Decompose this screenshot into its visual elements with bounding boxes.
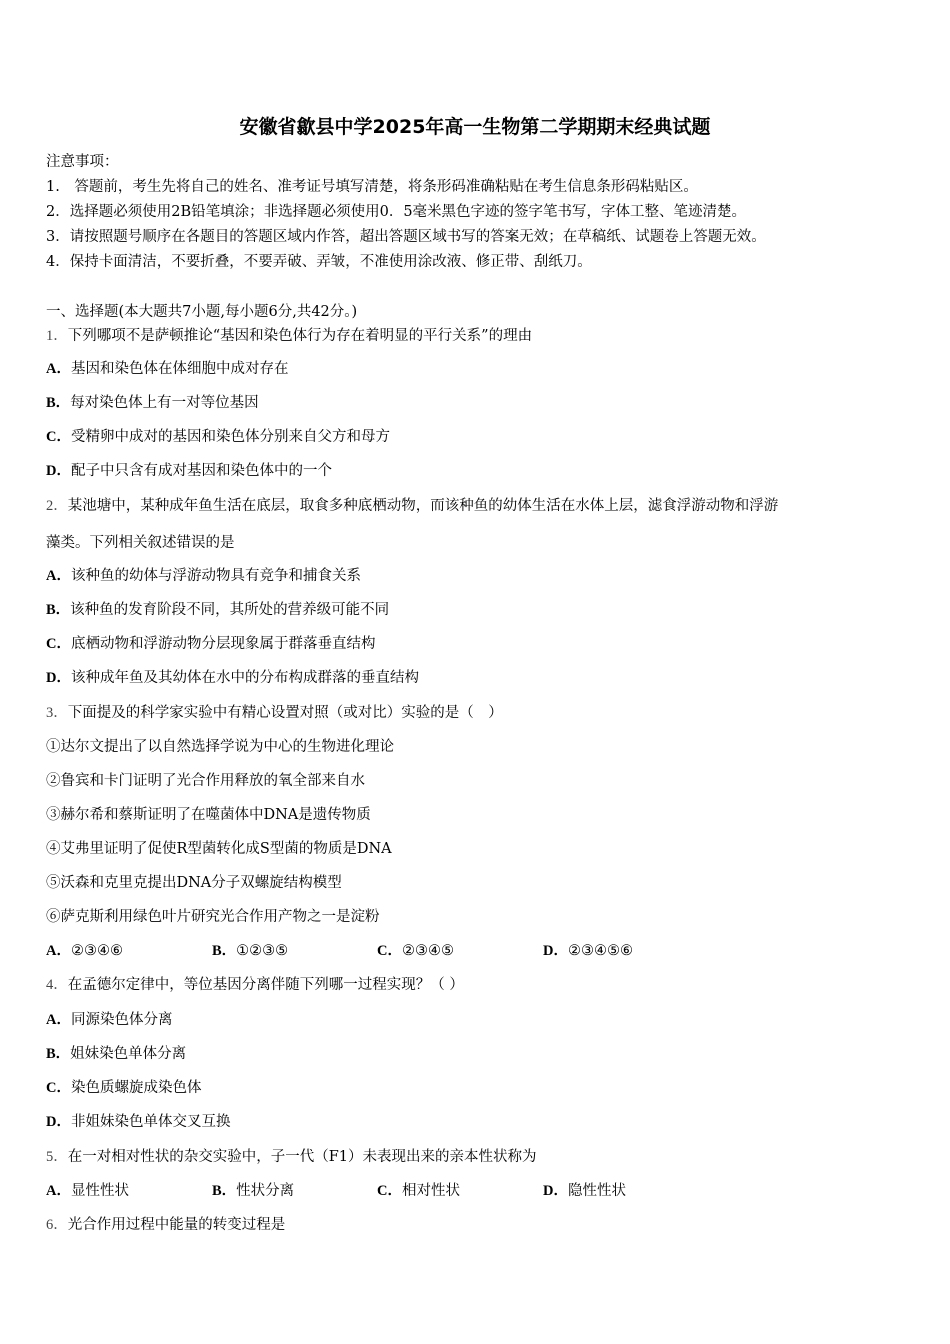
notice-item-2: 2．选择题必须使用2B铅笔填涂；非选择题必须使用0．5毫米黑色字迹的签字笔书写，字体工整、笔迹清楚。 <box>46 204 747 220</box>
option-label: B． <box>212 1183 237 1199</box>
page-title: 安徽省歙县中学2025年高一生物第二学期期末经典试题 <box>239 116 711 138</box>
option-text: 每对染色体上有一对等位基因 <box>70 395 259 411</box>
question-number: 4． <box>46 977 68 993</box>
option-label: B． <box>46 1046 71 1062</box>
q2-option-c <box>46 634 375 654</box>
option-text: ②③④⑤ <box>401 943 454 959</box>
option-text: 非姐妹染色单体交叉互换 <box>70 1114 231 1130</box>
q5-option-a <box>46 1181 129 1201</box>
q5-option-c <box>377 1181 460 1201</box>
option-label: C． <box>46 1080 71 1096</box>
question-1 <box>46 326 532 346</box>
question-stem: 某池塘中，某种成年鱼生活在底层，取食多种底栖动物，而该种鱼的幼体生活在水体上层，滤食浮游动物和浮游 <box>67 498 779 514</box>
option-text: 同源染色体分离 <box>70 1012 173 1028</box>
question-stem: 在一对相对性状的杂交实验中，子一代（F1）未表现出来的亲本性状称为 <box>67 1149 537 1165</box>
option-text: ②③④⑥ <box>70 943 123 959</box>
option-label: D． <box>543 1183 568 1199</box>
option-label: B． <box>46 602 71 618</box>
question-number: 2． <box>46 498 68 514</box>
option-label: D． <box>46 463 71 479</box>
q2-option-d <box>46 668 419 688</box>
option-text: 底栖动物和浮游动物分层现象属于群落垂直结构 <box>70 636 376 652</box>
question-number: 1． <box>46 328 68 344</box>
option-text: 该种鱼的发育阶段不同，其所处的营养级可能不同 <box>70 602 390 618</box>
question-2 <box>46 496 778 516</box>
q4-option-a <box>46 1010 172 1030</box>
option-label: C． <box>377 1183 402 1199</box>
notice-item-4: 4．保持卡面清洁，不要折叠，不要弄破、弄皱，不准使用涂改液、修正带、刮纸刀。 <box>46 254 592 270</box>
option-label: A． <box>46 1012 71 1028</box>
option-label: A． <box>46 1183 71 1199</box>
q3-item-4: ④艾弗里证明了促使R型菌转化成S型菌的物质是DNA <box>46 841 392 857</box>
option-text: 显性性状 <box>70 1183 129 1199</box>
question-stem: 下面提及的科学家实验中有精心设置对照（或对比）实验的是（ ） <box>67 705 503 721</box>
q4-option-b <box>46 1044 186 1064</box>
option-label: D． <box>543 943 568 959</box>
option-text: 染色质螺旋成染色体 <box>70 1080 202 1096</box>
q1-option-b <box>46 393 259 413</box>
question-stem: 下列哪项不是萨顿推论“基因和染色体行为存在着明显的平行关系”的理由 <box>67 328 533 344</box>
q3-item-3: ③赫尔希和蔡斯证明了在噬菌体中DNA是遗传物质 <box>46 807 371 823</box>
q3-item-1: ①达尔文提出了以自然选择学说为中心的生物进化理论 <box>46 739 394 755</box>
q5-options <box>46 1181 906 1201</box>
question-number: 3． <box>46 705 68 721</box>
option-label: C． <box>46 429 71 445</box>
q1-option-c <box>46 427 390 447</box>
option-text: 该种成年鱼及其幼体在水中的分布构成群落的垂直结构 <box>70 670 419 686</box>
q2-option-b <box>46 600 389 620</box>
q3-item-6: ⑥萨克斯利用绿色叶片研究光合作用产物之一是淀粉 <box>46 909 380 925</box>
q3-item-2: ②鲁宾和卡门证明了光合作用释放的氧全部来自水 <box>46 773 365 789</box>
option-label: D． <box>46 670 71 686</box>
section-heading: 一、选择题(本大题共7小题,每小题6分,共42分。) <box>46 304 358 320</box>
question-stem: 在孟德尔定律中，等位基因分离伴随下列哪一过程实现？（ ） <box>67 977 464 993</box>
option-label: C． <box>46 636 71 652</box>
q4-option-d <box>46 1112 230 1132</box>
question-number: 6． <box>46 1217 68 1233</box>
notice-item-1: 1. 答题前，考生先将自己的姓名、准考证号填写清楚，将条形码准确粘贴在考生信息条形码粘贴区。 <box>46 179 698 195</box>
option-label: C． <box>377 943 402 959</box>
option-label: A． <box>46 361 71 377</box>
question-number: 5． <box>46 1149 68 1165</box>
q2-option-a <box>46 566 361 586</box>
question-stem: 光合作用过程中能量的转变过程是 <box>67 1217 286 1233</box>
option-label: A． <box>46 568 71 584</box>
option-label: A． <box>46 943 71 959</box>
question-4 <box>46 975 464 995</box>
option-text: 姐妹染色单体分离 <box>70 1046 187 1062</box>
q3-option-b <box>212 941 288 961</box>
option-text: 配子中只含有成对基因和染色体中的一个 <box>70 463 332 479</box>
notice-heading: 注意事项： <box>46 154 119 170</box>
q3-options <box>46 941 906 961</box>
notice-item-3: 3．请按照题号顺序在各题目的答题区域内作答，超出答题区域书写的答案无效；在草稿纸、试题卷上答题无效。 <box>46 229 766 245</box>
q3-option-c <box>377 941 454 961</box>
option-text: 相对性状 <box>401 1183 460 1199</box>
option-text: ②③④⑤⑥ <box>567 943 633 959</box>
option-label: B． <box>46 395 71 411</box>
q3-option-a <box>46 941 123 961</box>
option-text: 性状分离 <box>236 1183 295 1199</box>
question-2-continued: 藻类。下列相关叙述错误的是 <box>46 535 235 551</box>
q1-option-a <box>46 359 288 379</box>
q1-option-d <box>46 461 332 481</box>
q4-option-c <box>46 1078 201 1098</box>
option-text: 隐性性状 <box>567 1183 626 1199</box>
question-5 <box>46 1147 537 1167</box>
q5-option-b <box>212 1181 294 1201</box>
option-text: 受精卵中成对的基因和染色体分别来自父方和母方 <box>70 429 390 445</box>
option-label: D． <box>46 1114 71 1130</box>
question-3 <box>46 703 503 723</box>
q3-item-5: ⑤沃森和克里克提出DNA分子双螺旋结构模型 <box>46 875 342 891</box>
q3-option-d <box>543 941 633 961</box>
option-label: B． <box>212 943 237 959</box>
option-text: 该种鱼的幼体与浮游动物具有竞争和捕食关系 <box>70 568 361 584</box>
q5-option-d <box>543 1181 626 1201</box>
option-text: ①②③⑤ <box>236 943 289 959</box>
option-text: 基因和染色体在体细胞中成对存在 <box>70 361 289 377</box>
question-6 <box>46 1215 285 1235</box>
